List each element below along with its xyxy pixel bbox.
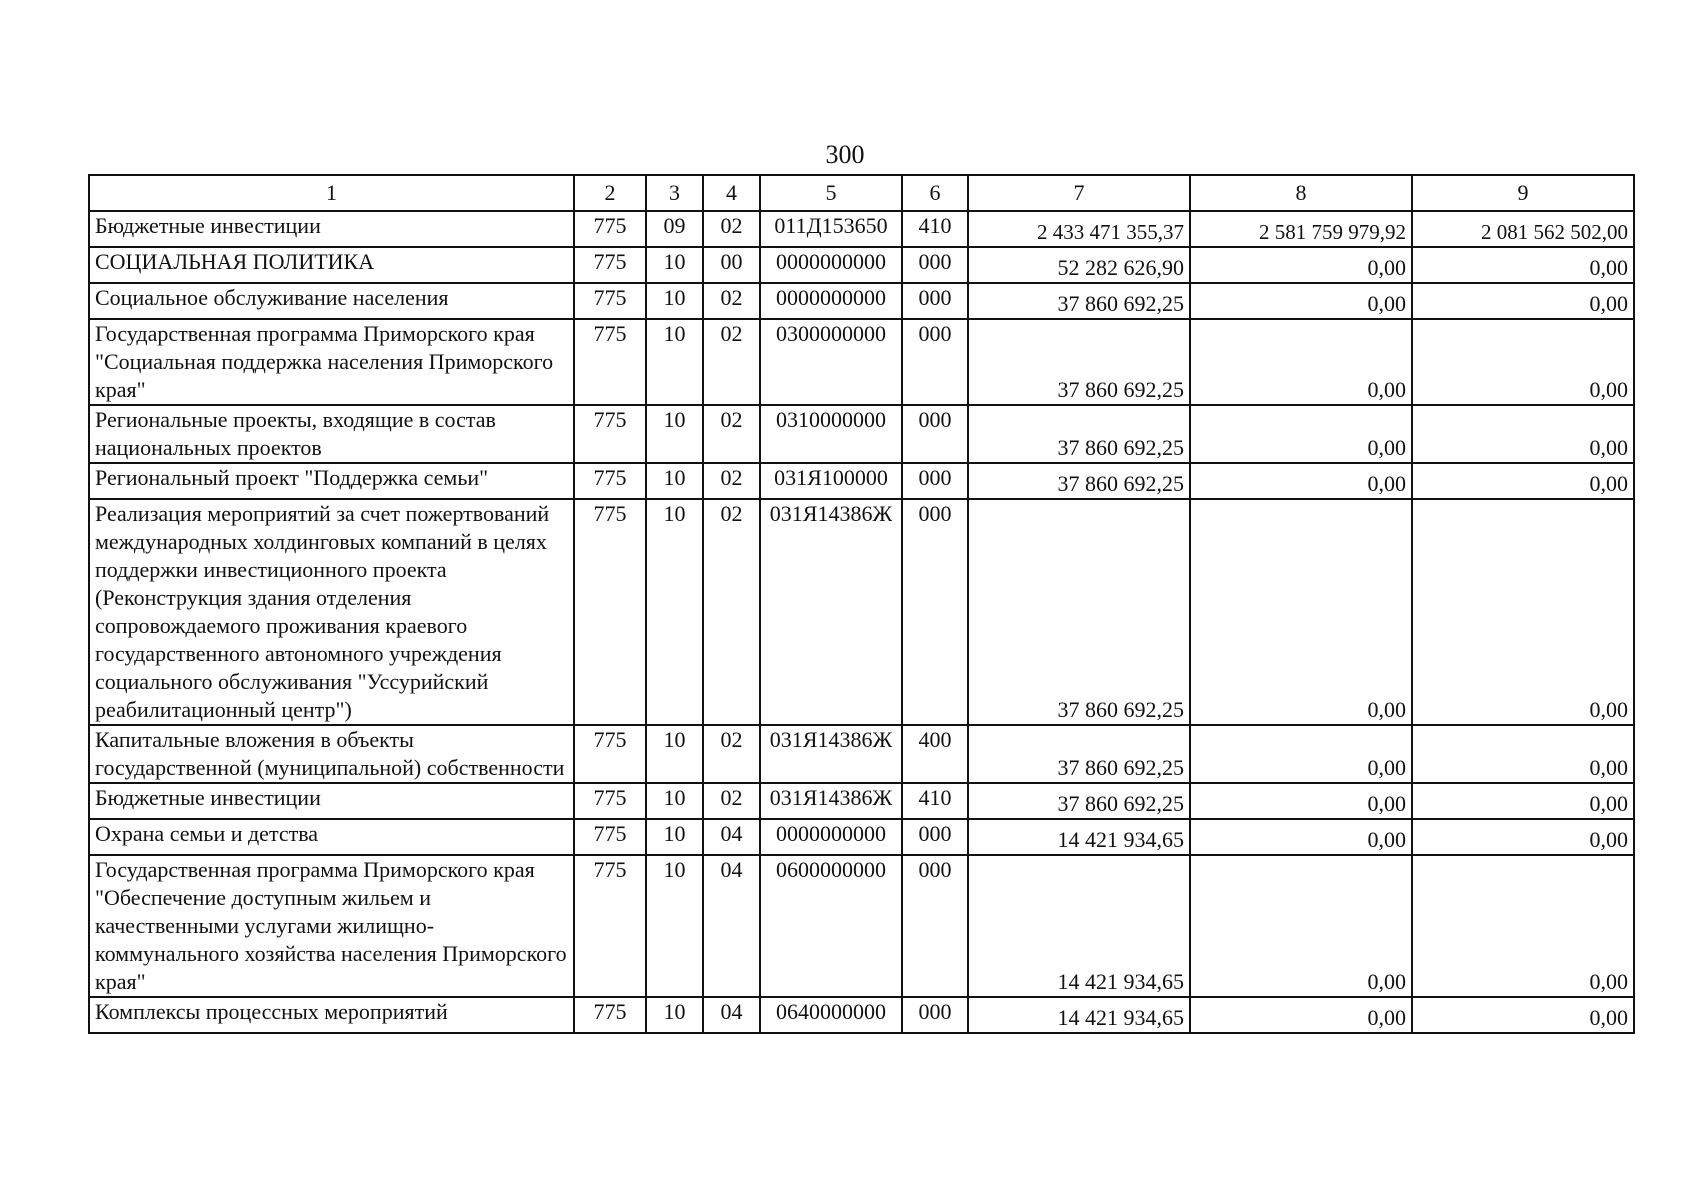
row-code-cell: 775	[574, 819, 646, 855]
header-cell: 6	[902, 175, 968, 211]
row-amount-cell: 14 421 934,65	[968, 819, 1190, 855]
row-amount-cell: 14 421 934,65	[968, 855, 1190, 997]
row-name-cell: Региональный проект "Поддержка семьи"	[89, 463, 574, 499]
table-row	[89, 819, 1634, 855]
row-amount-cell: 0,00	[1190, 499, 1412, 725]
header-cell: 8	[1190, 175, 1412, 211]
row-name-cell: СОЦИАЛЬНАЯ ПОЛИТИКА	[89, 247, 574, 283]
row-target-cell: 031Я14386Ж	[760, 725, 902, 783]
row-expense-type-cell: 000	[902, 855, 968, 997]
row-name-cell: Комплексы процессных мероприятий	[89, 997, 574, 1033]
row-amount-cell: 0,00	[1412, 855, 1634, 997]
row-amount-cell: 0,00	[1412, 819, 1634, 855]
row-subsection-cell: 02	[703, 499, 760, 725]
row-target-cell: 031Я14386Ж	[760, 783, 902, 819]
row-section-cell: 10	[646, 283, 703, 319]
row-section-cell: 10	[646, 405, 703, 463]
row-amount-cell: 0,00	[1190, 463, 1412, 499]
row-name-cell: Охрана семьи и детства	[89, 819, 574, 855]
row-target-cell: 0300000000	[760, 319, 902, 405]
row-section-cell: 10	[646, 247, 703, 283]
row-expense-type-cell: 000	[902, 405, 968, 463]
table-body	[89, 175, 1634, 1033]
table-row	[89, 725, 1634, 783]
row-amount-cell: 0,00	[1190, 783, 1412, 819]
table-row	[89, 283, 1634, 319]
row-amount-cell: 0,00	[1190, 725, 1412, 783]
row-code-cell: 775	[574, 463, 646, 499]
row-section-cell: 10	[646, 783, 703, 819]
row-code-cell: 775	[574, 247, 646, 283]
row-amount-cell: 0,00	[1412, 725, 1634, 783]
row-subsection-cell: 04	[703, 819, 760, 855]
row-code-cell: 775	[574, 283, 646, 319]
header-cell: 7	[968, 175, 1190, 211]
row-amount-cell: 2 581 759 979,92	[1190, 211, 1412, 247]
row-section-cell: 09	[646, 211, 703, 247]
row-section-cell: 10	[646, 819, 703, 855]
row-subsection-cell: 04	[703, 997, 760, 1033]
row-expense-type-cell: 410	[902, 211, 968, 247]
row-amount-cell: 0,00	[1190, 997, 1412, 1033]
header-cell: 3	[646, 175, 703, 211]
row-target-cell: 0310000000	[760, 405, 902, 463]
table-row	[89, 247, 1634, 283]
row-section-cell: 10	[646, 463, 703, 499]
table-row	[89, 211, 1634, 247]
row-section-cell: 10	[646, 997, 703, 1033]
row-amount-cell: 0,00	[1412, 319, 1634, 405]
row-expense-type-cell: 000	[902, 319, 968, 405]
header-cell: 2	[574, 175, 646, 211]
row-amount-cell: 52 282 626,90	[968, 247, 1190, 283]
row-expense-type-cell: 000	[902, 997, 968, 1033]
row-code-cell: 775	[574, 725, 646, 783]
row-code-cell: 775	[574, 405, 646, 463]
row-target-cell: 0600000000	[760, 855, 902, 997]
row-code-cell: 775	[574, 783, 646, 819]
row-subsection-cell: 00	[703, 247, 760, 283]
row-amount-cell: 0,00	[1190, 319, 1412, 405]
row-subsection-cell: 02	[703, 725, 760, 783]
row-amount-cell: 0,00	[1190, 819, 1412, 855]
row-code-cell: 775	[574, 319, 646, 405]
row-amount-cell: 37 860 692,25	[968, 499, 1190, 725]
row-amount-cell: 0,00	[1412, 247, 1634, 283]
row-amount-cell: 0,00	[1190, 855, 1412, 997]
row-expense-type-cell: 000	[902, 283, 968, 319]
table-row	[89, 855, 1634, 997]
row-subsection-cell: 04	[703, 855, 760, 997]
row-target-cell: 011Д153650	[760, 211, 902, 247]
row-amount-cell: 0,00	[1190, 283, 1412, 319]
row-target-cell: 031Я100000	[760, 463, 902, 499]
row-target-cell: 0000000000	[760, 819, 902, 855]
row-code-cell: 775	[574, 855, 646, 997]
row-subsection-cell: 02	[703, 283, 760, 319]
header-cell: 1	[89, 175, 574, 211]
row-amount-cell: 0,00	[1412, 405, 1634, 463]
row-target-cell: 0000000000	[760, 247, 902, 283]
table-row	[89, 499, 1634, 725]
row-name-cell: Социальное обслуживание населения	[89, 283, 574, 319]
row-amount-cell: 0,00	[1412, 783, 1634, 819]
row-section-cell: 10	[646, 499, 703, 725]
budget-table	[88, 174, 1635, 1034]
row-target-cell: 031Я14386Ж	[760, 499, 902, 725]
row-name-cell: Государственная программа Приморского края "Социальная поддержка населения Приморского края"	[89, 319, 574, 405]
table-row	[89, 997, 1634, 1033]
row-target-cell: 0000000000	[760, 283, 902, 319]
row-amount-cell: 37 860 692,25	[968, 319, 1190, 405]
row-name-cell: Бюджетные инвестиции	[89, 211, 574, 247]
row-amount-cell: 0,00	[1412, 283, 1634, 319]
row-amount-cell: 37 860 692,25	[968, 463, 1190, 499]
row-expense-type-cell: 000	[902, 819, 968, 855]
row-expense-type-cell: 410	[902, 783, 968, 819]
row-code-cell: 775	[574, 997, 646, 1033]
row-code-cell: 775	[574, 499, 646, 725]
row-amount-cell: 0,00	[1412, 997, 1634, 1033]
row-amount-cell: 2 433 471 355,37	[968, 211, 1190, 247]
table-row	[89, 783, 1634, 819]
row-section-cell: 10	[646, 725, 703, 783]
row-subsection-cell: 02	[703, 463, 760, 499]
table-row	[89, 405, 1634, 463]
row-name-cell: Бюджетные инвестиции	[89, 783, 574, 819]
header-cell: 5	[760, 175, 902, 211]
row-expense-type-cell: 000	[902, 247, 968, 283]
row-expense-type-cell: 000	[902, 499, 968, 725]
row-section-cell: 10	[646, 319, 703, 405]
table-row	[89, 319, 1634, 405]
table-row	[89, 463, 1634, 499]
row-code-cell: 775	[574, 211, 646, 247]
row-expense-type-cell: 000	[902, 463, 968, 499]
row-name-cell: Реализация мероприятий за счет пожертвований международных холдинговых компаний в целях поддержки инвестиционного проекта (Реконструкция здания отделения сопровождаемого проживания краевого государственного автономного учреждения социального обслуживания "Уссурийский реабилитационный центр")	[89, 499, 574, 725]
row-amount-cell: 0,00	[1412, 463, 1634, 499]
row-amount-cell: 0,00	[1190, 405, 1412, 463]
row-amount-cell: 37 860 692,25	[968, 783, 1190, 819]
row-name-cell: Капитальные вложения в объекты государственной (муниципальной) собственности	[89, 725, 574, 783]
header-row	[89, 175, 1634, 211]
row-amount-cell: 37 860 692,25	[968, 283, 1190, 319]
row-subsection-cell: 02	[703, 405, 760, 463]
row-target-cell: 0640000000	[760, 997, 902, 1033]
row-name-cell: Государственная программа Приморского края "Обеспечение доступным жильем и качественными услугами жилищно-коммунального хозяйства населения Приморского края"	[89, 855, 574, 997]
row-amount-cell: 14 421 934,65	[968, 997, 1190, 1033]
header-cell: 9	[1412, 175, 1634, 211]
row-amount-cell: 37 860 692,25	[968, 725, 1190, 783]
row-subsection-cell: 02	[703, 211, 760, 247]
row-amount-cell: 37 860 692,25	[968, 405, 1190, 463]
row-amount-cell: 2 081 562 502,00	[1412, 211, 1634, 247]
row-subsection-cell: 02	[703, 319, 760, 405]
row-subsection-cell: 02	[703, 783, 760, 819]
header-cell: 4	[703, 175, 760, 211]
page-number: 300	[825, 140, 865, 169]
row-name-cell: Региональные проекты, входящие в состав национальных проектов	[89, 405, 574, 463]
row-amount-cell: 0,00	[1412, 499, 1634, 725]
row-expense-type-cell: 400	[902, 725, 968, 783]
row-amount-cell: 0,00	[1190, 247, 1412, 283]
row-section-cell: 10	[646, 855, 703, 997]
